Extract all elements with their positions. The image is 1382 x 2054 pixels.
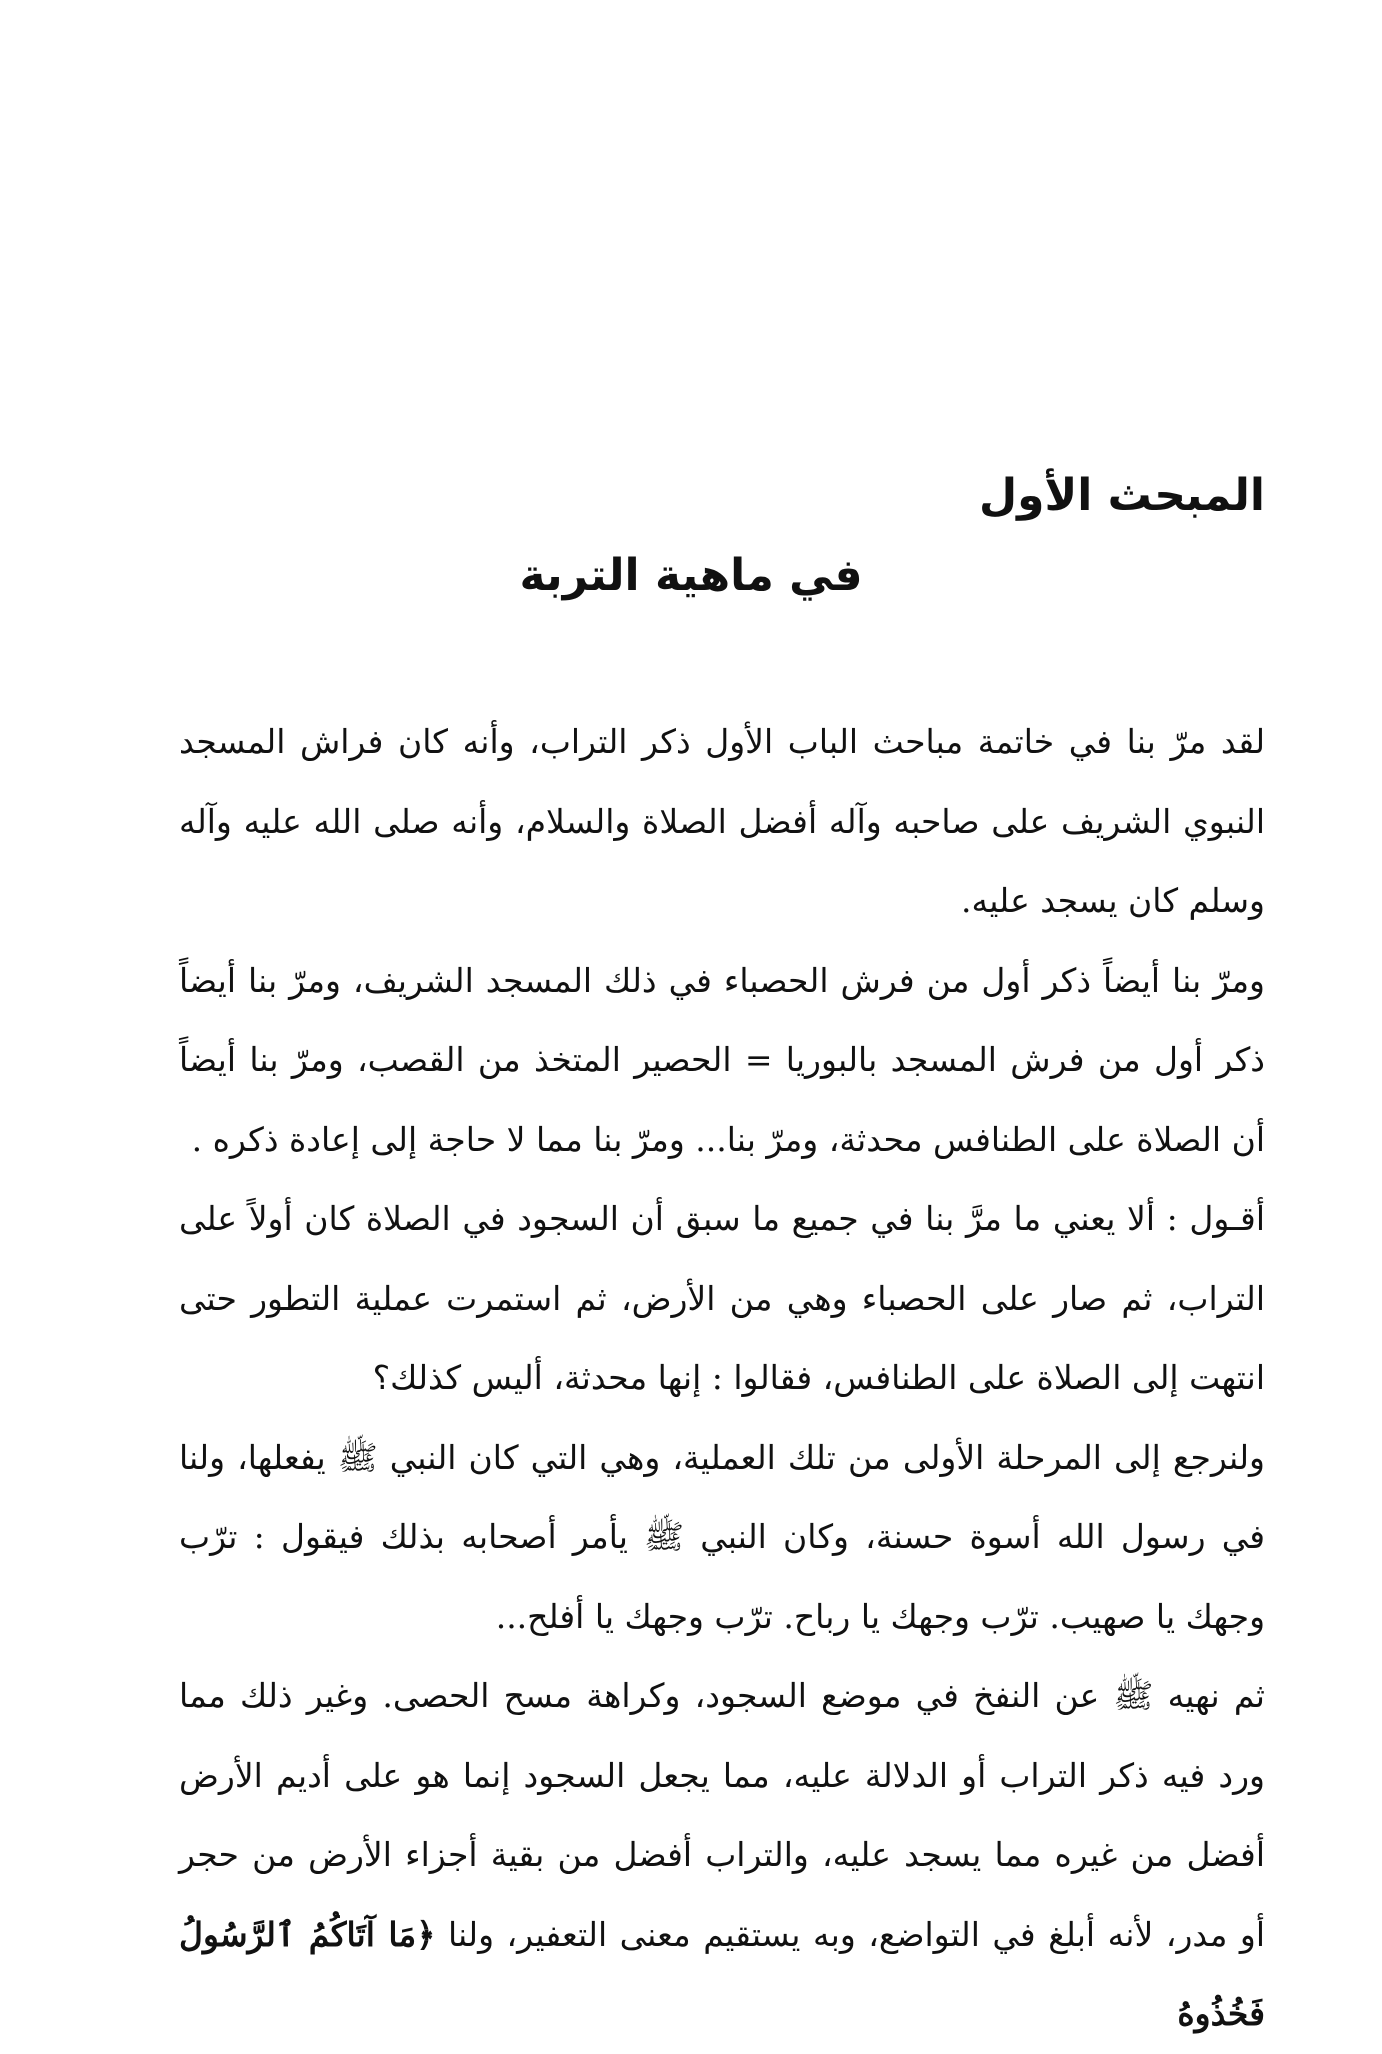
chapter-title: المبحث الأول	[978, 470, 1265, 521]
paragraph-5-text: ثم نهيه ﷺ عن النفخ في موضع السجود، وكراهة مسح الحصى. وغير ذلك مما ورد فيه ذكر التراب أو الدلالة عليه، مما يجعل السجود إنما هو على أديم الأرض أفضل من غيره مما يسجد عليه، والتراب أفضل من بقية أجزاء الأرض من حجر أو مدر، لأنه أبلغ في التواضع، وبه يستقيم معنى التعفير، ولنا	[179, 1676, 1265, 1954]
section-title: في ماهية التربة	[519, 550, 863, 601]
paragraph-5	[179, 1656, 1265, 2054]
paragraph-2: ومرّ بنا أيضاً ذكر أول من فرش الحصباء في ذلك المسجد الشريف، ومرّ بنا أيضاً ذكر أول من فرش المسجد بالبوريا = الحصير المتخذ من القصب، ومرّ بنا أيضاً أن الصلاة على الطنافس محدثة، ومرّ بنا... ومرّ بنا مما لا حاجة إلى إعادة ذكره .	[179, 960, 1265, 1159]
paragraph-1: لقد مرّ بنا في خاتمة مباحث الباب الأول ذكر التراب، وأنه كان فراش المسجد النبوي الشريف على صاحبه وآله أفضل الصلاة والسلام، وأنه صلى الله عليه وآله وسلم كان يسجد عليه.	[179, 722, 1265, 920]
paragraph-4: ولنرجع إلى المرحلة الأولى من تلك العملية، وهي التي كان النبي ﷺ يفعلها، ولنا في رسول الله أسوة حسنة، وكان النبي ﷺ يأمر أصحابه بذلك فيقول : ترّب وجهك يا صهيب. ترّب وجهك يا رباح. ترّب وجهك يا أفلح...	[179, 1437, 1265, 1636]
paragraph-3: أقـول : ألا يعني ما مرَّ بنا في جميع ما سبق أن السجود في الصلاة كان أولاً على التراب، ثم صار على الحصباء وهي من الأرض، ثم استمرت عملية التطور حتى انتهت إلى الصلاة على الطنافس، فقالوا : إنها محدثة، أليس كذلك؟	[179, 1199, 1265, 1397]
body-text	[179, 702, 1265, 2054]
quran-quote: ﴿مَا آتَاكُمُ ٱلرَّسُولُ فَخُذُوهُ	[179, 1914, 1265, 2033]
